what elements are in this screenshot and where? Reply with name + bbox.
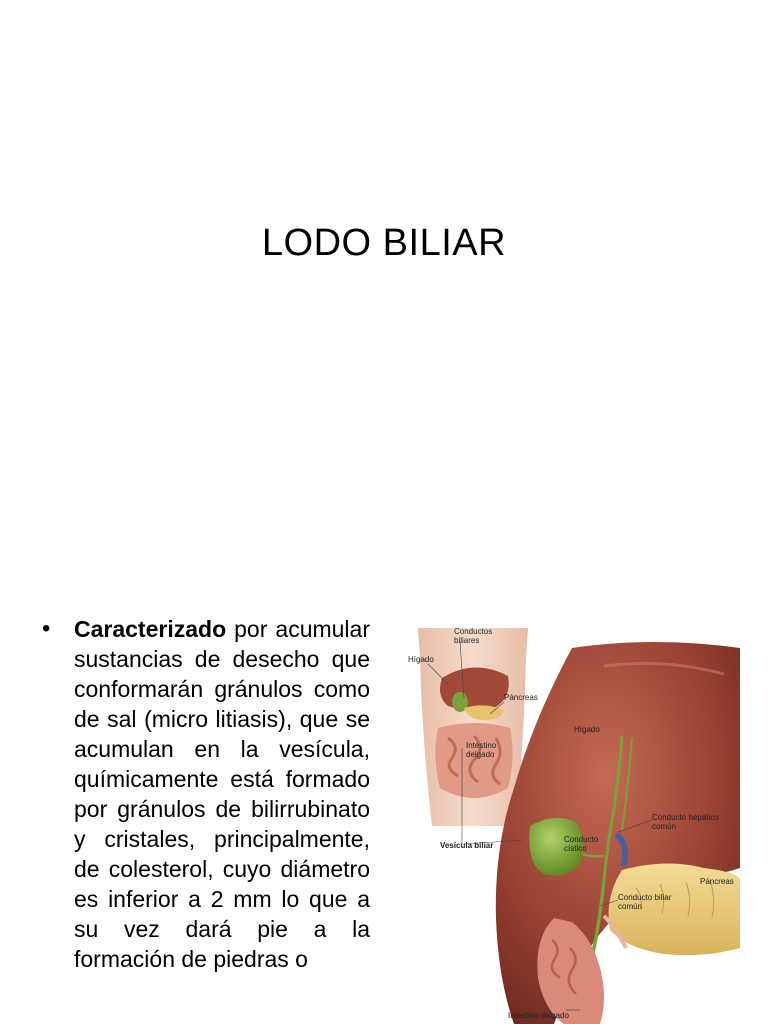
small-liver-shape — [440, 667, 509, 710]
label-pancreas-small: Páncreas — [504, 693, 538, 702]
label-hepatico-1: Conducto hepático — [652, 813, 719, 822]
label-vesicula-biliar: Vesícula biliar — [440, 841, 494, 850]
label-intestino-small-1: Intestino — [466, 741, 497, 750]
label-cistico-1: Conducto — [564, 835, 599, 844]
label-conductos-2: biliares — [454, 636, 480, 645]
bullet-body: por acumular sustancias de desecho que conformarán gránulos como de sal (micro litiasis), que se acumulan en la vesícula, químicamente está formado por gránulos de bilirrubinato y cristales, principalmente, de colesterol, cuyo diámetro es inferior a 2 mm lo que a su vez dará pie a la formación de piedras o — [74, 616, 370, 972]
label-cistico-2: cístico — [564, 844, 587, 853]
label-intestino-small-2: delgado — [466, 750, 495, 759]
label-higado-large: Hígado — [574, 725, 600, 734]
bullet-lead-word: Caracterizado — [74, 616, 227, 642]
bullet-marker: • — [42, 615, 51, 642]
anatomy-svg — [404, 618, 740, 1024]
anatomy-illustration — [404, 618, 740, 1024]
label-intestino-large: Intestino delgado — [508, 1011, 569, 1020]
bullet-paragraph — [42, 612, 370, 1024]
label-biliar-1: Conducto biliar — [618, 893, 672, 902]
label-hepatico-2: común — [652, 822, 677, 831]
label-higado-small: Hígado — [408, 655, 434, 664]
label-biliar-2: común — [618, 902, 643, 911]
bullet-text — [74, 614, 370, 974]
label-pancreas-large: Páncreas — [700, 877, 734, 886]
label-conductos-1: Conductos — [454, 627, 493, 636]
slide-title: LODO BILIAR — [261, 222, 507, 264]
